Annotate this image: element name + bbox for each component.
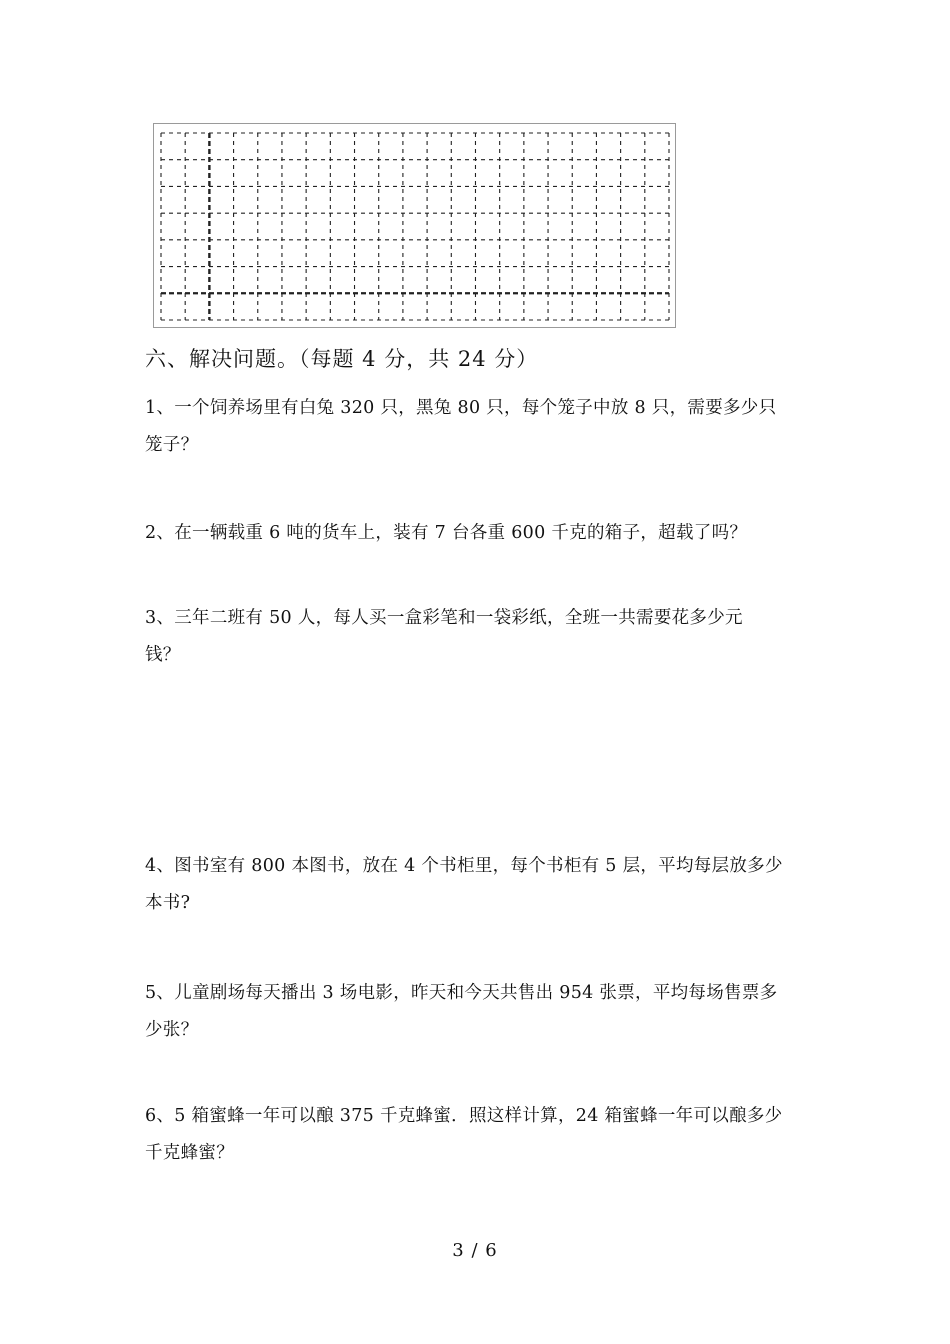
dashed-answer-grid bbox=[153, 123, 676, 328]
question-5-line-2: 少张？ bbox=[145, 1020, 199, 1040]
question-1 bbox=[145, 390, 815, 464]
question-1-line-1: 1、一个饲养场里有白兔 320 只，黑兔 80 只，每个笼子中放 8 只，需要多少只 bbox=[145, 398, 777, 418]
question-5 bbox=[145, 975, 815, 1049]
question-6-line-1: 6、5 箱蜜蜂一年可以酿 375 千克蜂蜜．照这样计算，24 箱蜜蜂一年可以酿多少 bbox=[145, 1106, 783, 1126]
question-3 bbox=[145, 600, 815, 674]
grid-lines bbox=[154, 124, 675, 327]
question-3-line-2: 钱？ bbox=[145, 645, 181, 665]
question-1-line-2: 笼子？ bbox=[145, 435, 199, 455]
question-3-line-1: 3、三年二班有 50 人，每人买一盒彩笔和一袋彩纸，全班一共需要花多少元 bbox=[145, 608, 743, 628]
question-4-line-2: 本书? bbox=[145, 893, 191, 913]
question-5-line-1: 5、儿童剧场每天播出 3 场电影，昨天和今天共售出 954 张票，平均每场售票多 bbox=[145, 983, 778, 1003]
question-2-line-1: 2、在一辆载重 6 吨的货车上，装有 7 台各重 600 千克的箱子，超载了吗？ bbox=[145, 523, 748, 543]
question-2 bbox=[145, 515, 815, 552]
section-title: 六、解决问题。（每题 4 分，共 24 分） bbox=[145, 347, 539, 371]
question-6-line-2: 千克蜂蜜？ bbox=[145, 1143, 234, 1163]
question-4-line-1: 4、图书室有 800 本图书，放在 4 个书柜里，每个书柜有 5 层，平均每层放多少 bbox=[145, 856, 783, 876]
question-6 bbox=[145, 1098, 815, 1172]
page-number: 3 / 6 bbox=[452, 1240, 498, 1261]
question-4 bbox=[145, 848, 815, 922]
